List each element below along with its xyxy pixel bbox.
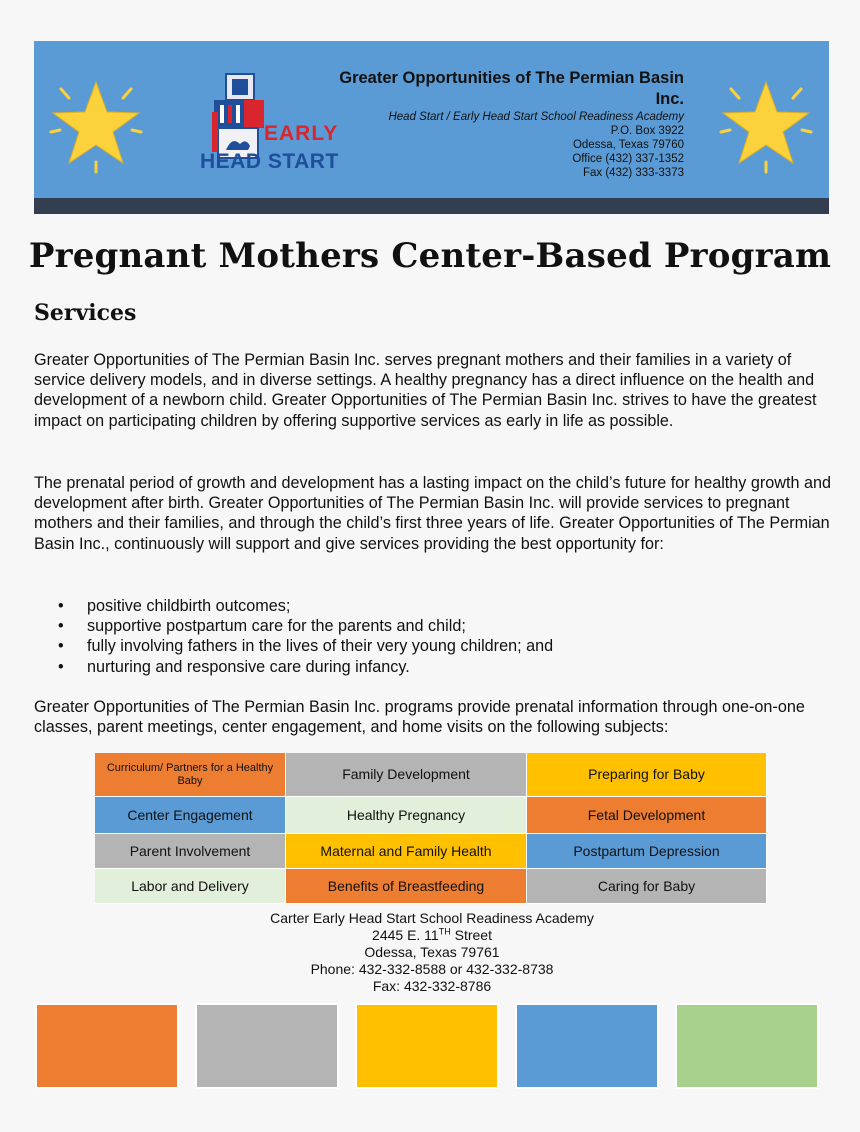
org-name: Greater Opportunities of The Permian Basin xyxy=(339,69,684,87)
color-swatch xyxy=(355,1003,499,1089)
subject-cell: Fetal Development xyxy=(527,797,767,834)
subject-cell: Labor and Delivery xyxy=(95,869,286,904)
subjects-grid xyxy=(95,753,767,904)
list-item xyxy=(54,636,553,656)
color-swatch xyxy=(515,1003,659,1089)
org-program: Head Start / Early Head Start School Readiness Academy xyxy=(388,111,684,123)
org-contact-block xyxy=(264,68,684,180)
org-po-box: P.O. Box 3922 xyxy=(610,125,684,137)
color-swatch xyxy=(195,1003,339,1089)
list-item xyxy=(54,616,553,636)
list-item-text: supportive postpartum care for the parents and child; xyxy=(87,617,466,636)
color-swatch xyxy=(675,1003,819,1089)
subject-cell: Family Development xyxy=(286,753,527,797)
subject-cell: Caring for Baby xyxy=(527,869,767,904)
list-item-text: fully involving fathers in the lives of their very young children; and xyxy=(87,637,554,656)
center-fax: Fax: 432-332-8786 xyxy=(372,978,492,994)
subject-cell: Parent Involvement xyxy=(95,834,286,869)
star-icon xyxy=(46,74,146,174)
logo-early-text: EARLY xyxy=(264,122,339,145)
street-name: Street xyxy=(450,927,492,943)
color-swatch xyxy=(35,1003,179,1089)
bullet-icon: • xyxy=(58,637,64,656)
list-item-text: positive childbirth outcomes; xyxy=(87,597,291,615)
page-title: Pregnant Mothers Center-Based Program xyxy=(28,236,832,276)
street-number: 2445 E. 11 xyxy=(372,927,439,943)
bullet-icon: • xyxy=(58,617,64,636)
subject-cell: Maternal and Family Health xyxy=(286,834,527,869)
star-icon xyxy=(716,74,816,174)
center-phone: Phone: 432-332-8588 or 432-332-8738 xyxy=(310,961,554,977)
center-city: Odessa, Texas 79761 xyxy=(364,944,500,960)
subject-cell: Center Engagement xyxy=(95,797,286,834)
subjects-paragraph: Greater Opportunities of The Permian Basin Inc. programs provide prenatal information through one-on-one classes, parent meetings, center engagement, and home visits on the following subjects: xyxy=(34,698,805,737)
subject-cell: Preparing for Baby xyxy=(527,753,767,797)
org-city: Odessa, Texas 79760 xyxy=(572,139,684,151)
subject-cell: Postpartum Depression xyxy=(527,834,767,869)
list-item xyxy=(54,657,553,677)
list-item xyxy=(54,596,553,616)
subject-cell: Benefits of Breastfeeding xyxy=(286,869,527,904)
intro-paragraph: Greater Opportunities of The Permian Basin Inc. serves pregnant mothers and their families in a variety of service delivery models, and in diverse settings. A healthy pregnancy has a direct influence on the health and development of a newborn child. Greater Opportunities of The Permian Basin Inc. strives to have the greatest impact on participating children by offering supportive services as early in life as possible. xyxy=(34,351,817,430)
center-street xyxy=(0,927,860,944)
bullet-icon: • xyxy=(58,597,64,615)
org-fax: Fax (432) 333-3373 xyxy=(582,167,684,179)
subject-cell: Curriculum/ Partners for a Healthy Baby xyxy=(95,753,286,797)
center-name: Carter Early Head Start School Readiness Academy xyxy=(270,910,594,926)
org-office-phone: Office (432) 337-1352 xyxy=(572,153,684,165)
bullet-icon: • xyxy=(58,657,64,676)
org-name-suffix: Inc. xyxy=(655,90,684,108)
list-item-text: nurturing and responsive care during infancy. xyxy=(87,657,410,676)
header-bar xyxy=(34,198,829,214)
street-ordinal: TH xyxy=(438,926,451,937)
prenatal-paragraph: The prenatal period of growth and development has a lasting impact on the child’s future for healthy growth and development after birth. Greater Opportunities of The Permian Basin Inc. will provide services to pregnant mothers and their families, and through the child’s first three years of life. Greater Opportunities of The Permian Basin Inc., continuously will support and give services providing the best opportunity for: xyxy=(34,474,831,553)
section-title: Services xyxy=(34,300,137,326)
subject-cell: Healthy Pregnancy xyxy=(286,797,527,834)
logo-head-start-text: HEAD START xyxy=(200,150,339,173)
center-address xyxy=(0,910,860,995)
opportunity-list xyxy=(54,596,553,677)
